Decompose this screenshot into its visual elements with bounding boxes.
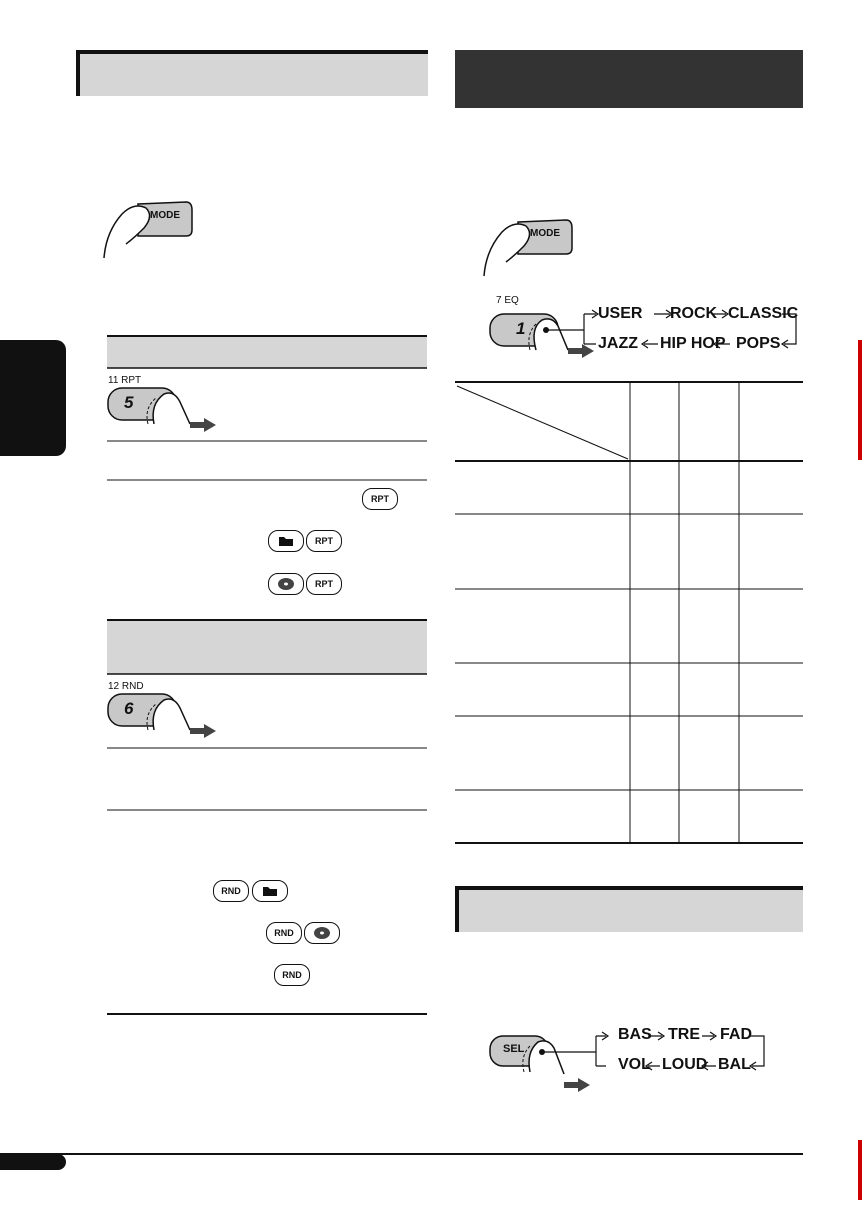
sound-mode-tre: TRE: [668, 1026, 700, 1043]
repeat-button-illustration: [104, 384, 224, 440]
disc-icon: [305, 923, 339, 943]
rnd-indicator-text: RND: [282, 970, 302, 980]
eq-mode-pops: POPS: [736, 335, 781, 352]
eq-mode-jazz: JAZZ: [598, 335, 638, 352]
eq-table: [455, 382, 803, 843]
rnd-indicator-1: [213, 880, 249, 902]
eq-mode-user: USER: [598, 305, 643, 322]
bottom-right-header: [455, 886, 803, 932]
rnd-indicator-text: RND: [274, 928, 294, 938]
mode-button-illustration-2: [480, 210, 576, 280]
sound-mode-fad: FAD: [720, 1026, 752, 1043]
eq-button-label: 7 EQ: [496, 295, 519, 306]
eq-mode-classic: CLASSIC: [728, 305, 799, 322]
rnd-indicator-text: RND: [221, 886, 241, 896]
eq-button-illustration: [484, 292, 804, 368]
arrow-right-icon: [190, 724, 216, 738]
folder-icon: [253, 881, 287, 901]
disc-icon: [269, 574, 303, 594]
rpt-indicator-2: [306, 530, 342, 552]
random-button-illustration: [104, 690, 224, 746]
rnd-indicator-2: [266, 922, 302, 944]
sound-mode-vol: VOL: [618, 1056, 651, 1073]
rpt-indicator-1: [362, 488, 398, 510]
repeat-section-header: [107, 336, 427, 368]
folder-indicator-2: [252, 880, 288, 902]
folder-icon: [269, 531, 303, 551]
eq-mode-hiphop: HIP HOP: [660, 335, 726, 352]
left-top-header: [76, 50, 428, 96]
eq-button-number[interactable]: 1: [516, 319, 526, 338]
sel-button-label[interactable]: SEL: [503, 1043, 525, 1055]
disc-indicator-2: [304, 922, 340, 944]
random-button-number[interactable]: 6: [124, 699, 134, 718]
disc-indicator: [268, 573, 304, 595]
folder-indicator: [268, 530, 304, 552]
sound-mode-bas: BAS: [618, 1026, 652, 1043]
repeat-button-number[interactable]: 5: [124, 393, 134, 412]
rnd-indicator-3: [274, 964, 310, 986]
arrow-right-icon: [564, 1078, 590, 1092]
mode-button-label-2[interactable]: MODE: [530, 228, 560, 239]
eq-mode-rock: ROCK: [670, 305, 718, 322]
sound-mode-bal: BAL: [718, 1056, 751, 1073]
rpt-indicator-text: RPT: [315, 579, 333, 589]
random-button-label: 12 RND: [108, 681, 144, 692]
sound-mode-loud: LOUD: [662, 1056, 708, 1073]
arrow-right-icon: [190, 418, 216, 432]
random-section-header: [107, 620, 427, 674]
right-top-header: [455, 50, 803, 108]
rpt-indicator-3: [306, 573, 342, 595]
rpt-indicator-text: RPT: [371, 494, 389, 504]
rpt-indicator-text: RPT: [315, 536, 333, 546]
arrow-right-icon: [568, 344, 594, 358]
mode-button-illustration: [100, 192, 196, 262]
mode-button-label[interactable]: MODE: [150, 210, 180, 221]
repeat-button-label: 11 RPT: [108, 375, 142, 386]
